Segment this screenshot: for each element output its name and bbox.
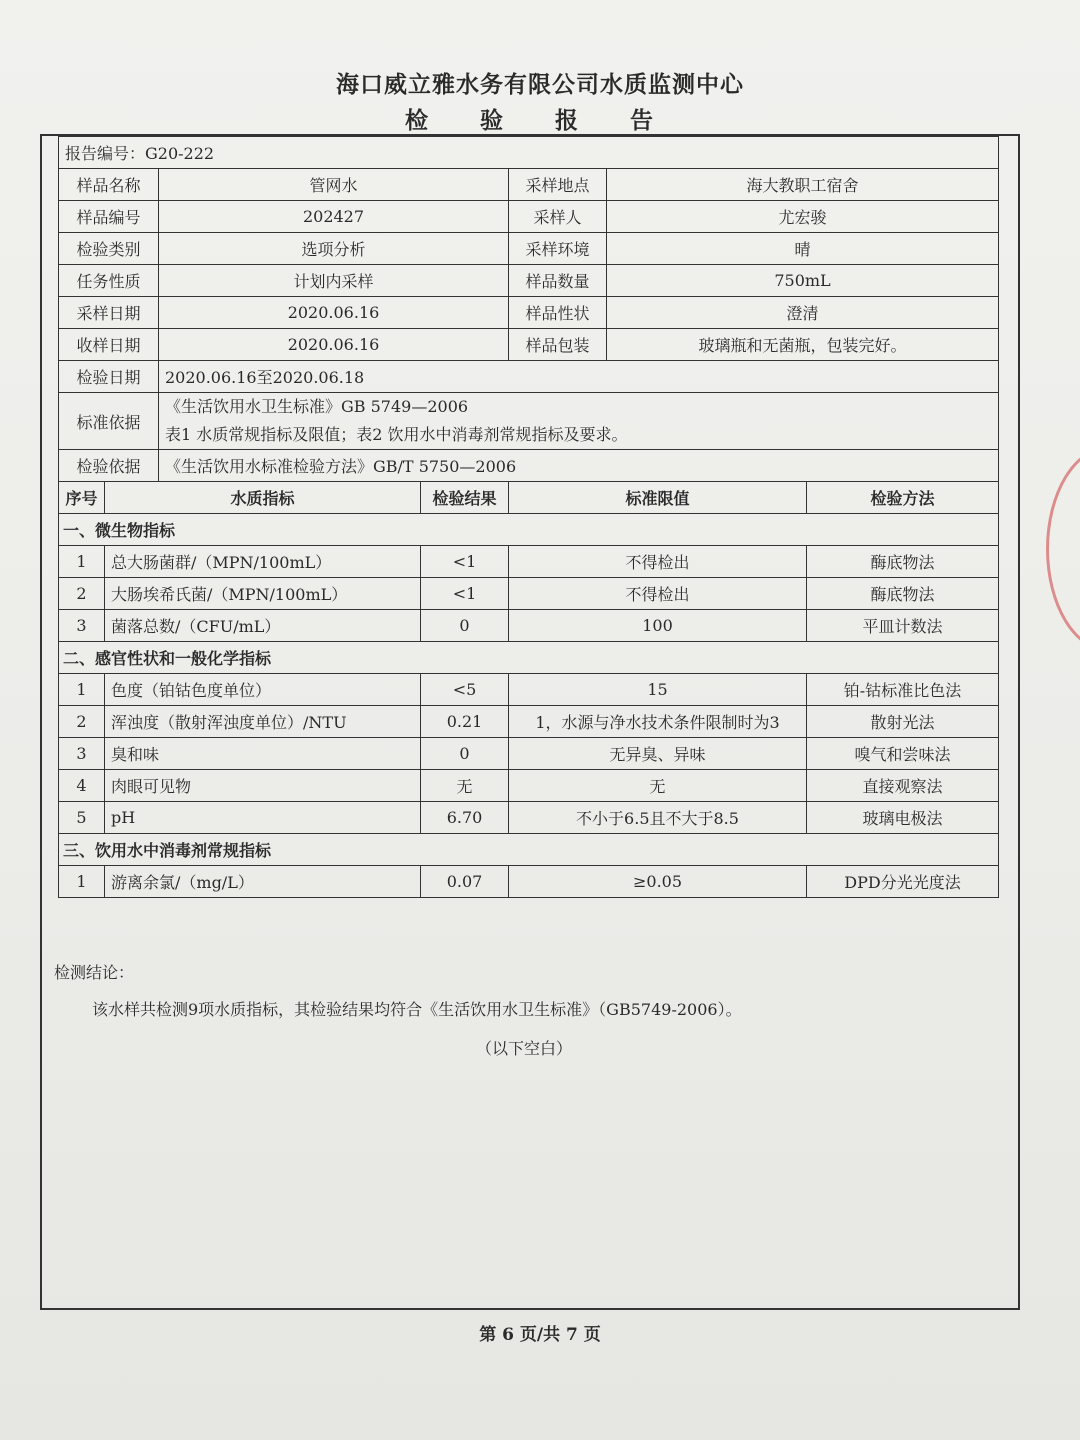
table-row xyxy=(59,738,999,770)
row-no: 3 xyxy=(59,738,105,770)
section-row xyxy=(59,514,999,546)
table-row xyxy=(59,706,999,738)
info-value: 玻璃瓶和无菌瓶，包装完好。 xyxy=(607,329,999,361)
test-date-value: 2020.06.16至2020.06.18 xyxy=(159,361,999,393)
column-header-no: 序号 xyxy=(59,482,105,514)
section-title: 二、感官性状和一般化学指标 xyxy=(59,642,999,674)
test-date-label: 检验日期 xyxy=(59,361,159,393)
row-no: 1 xyxy=(59,674,105,706)
info-value: 澄清 xyxy=(607,297,999,329)
info-label: 收样日期 xyxy=(59,329,159,361)
row-result: 0.21 xyxy=(421,706,509,738)
info-value: 尤宏骏 xyxy=(607,201,999,233)
section-row xyxy=(59,642,999,674)
row-limit: 100 xyxy=(509,610,807,642)
row-limit: 无异臭、异味 xyxy=(509,738,807,770)
row-indicator: 浑浊度（散射浑浊度单位）/NTU xyxy=(105,706,421,738)
row-limit: 15 xyxy=(509,674,807,706)
info-value: 202427 xyxy=(159,201,509,233)
report-number-row xyxy=(59,137,999,169)
row-indicator: pH xyxy=(105,802,421,834)
row-no: 2 xyxy=(59,706,105,738)
test-date-row xyxy=(59,361,999,393)
column-header-row xyxy=(59,482,999,514)
table-row xyxy=(59,674,999,706)
row-no: 3 xyxy=(59,610,105,642)
row-no: 4 xyxy=(59,770,105,802)
row-limit: 不得检出 xyxy=(509,578,807,610)
info-label: 采样地点 xyxy=(509,169,607,201)
row-no: 1 xyxy=(59,546,105,578)
report-number: 报告编号：G20-222 xyxy=(59,137,999,169)
standard-line-2: 表1 水质常规指标及限值；表2 饮用水中消毒剂常规指标及要求。 xyxy=(165,425,628,444)
info-value: 2020.06.16 xyxy=(159,329,509,361)
row-result: 0 xyxy=(421,738,509,770)
row-method: 酶底物法 xyxy=(807,578,999,610)
row-indicator: 总大肠菌群/（MPN/100mL） xyxy=(105,546,421,578)
section-title: 三、饮用水中消毒剂常规指标 xyxy=(59,834,999,866)
info-value: 选项分析 xyxy=(159,233,509,265)
standard-label: 标准依据 xyxy=(59,393,159,450)
row-no: 2 xyxy=(59,578,105,610)
conclusion-text: 该水样共检测9项水质指标，其检验结果均符合《生活饮用水卫生标准》（GB5749-2006）。 xyxy=(92,1000,742,1019)
section-row xyxy=(59,834,999,866)
section-title: 一、微生物指标 xyxy=(59,514,999,546)
table-row xyxy=(59,866,999,898)
row-result: <1 xyxy=(421,578,509,610)
column-header-method: 检验方法 xyxy=(807,482,999,514)
info-row xyxy=(59,265,999,297)
row-method: 嗅气和尝味法 xyxy=(807,738,999,770)
row-method: 酶底物法 xyxy=(807,546,999,578)
info-row xyxy=(59,233,999,265)
row-method: 玻璃电极法 xyxy=(807,802,999,834)
info-label: 任务性质 xyxy=(59,265,159,297)
column-header-limit: 标准限值 xyxy=(509,482,807,514)
row-indicator: 臭和味 xyxy=(105,738,421,770)
info-label: 样品包装 xyxy=(509,329,607,361)
row-limit: ≥0.05 xyxy=(509,866,807,898)
row-indicator: 大肠埃希氏菌/（MPN/100mL） xyxy=(105,578,421,610)
column-header-indicator: 水质指标 xyxy=(105,482,421,514)
row-no: 1 xyxy=(59,866,105,898)
row-limit: 1，水源与净水技术条件限制时为3 xyxy=(509,706,807,738)
blank-below-note: （以下空白） xyxy=(475,1039,572,1058)
info-label: 采样环境 xyxy=(509,233,607,265)
info-label: 样品数量 xyxy=(509,265,607,297)
info-value: 管网水 xyxy=(159,169,509,201)
conclusion-label: 检测结论： xyxy=(54,963,135,982)
row-no: 5 xyxy=(59,802,105,834)
table-row xyxy=(59,578,999,610)
conclusion-block xyxy=(54,960,994,1059)
page-number: 第 6 页/共 7 页 xyxy=(479,1325,601,1345)
info-label: 样品性状 xyxy=(509,297,607,329)
info-value: 计划内采样 xyxy=(159,265,509,297)
row-indicator: 菌落总数/（CFU/mL） xyxy=(105,610,421,642)
report-title: 检 验 报 告 xyxy=(404,107,676,134)
info-label: 检验类别 xyxy=(59,233,159,265)
row-result: 0 xyxy=(421,610,509,642)
row-result: <1 xyxy=(421,546,509,578)
table-row xyxy=(59,546,999,578)
row-indicator: 游离余氯/（mg/L） xyxy=(105,866,421,898)
row-method: DPD分光光度法 xyxy=(807,866,999,898)
row-method: 散射光法 xyxy=(807,706,999,738)
table-row xyxy=(59,770,999,802)
method-basis-label: 检验依据 xyxy=(59,450,159,482)
info-row xyxy=(59,169,999,201)
info-label: 样品编号 xyxy=(59,201,159,233)
row-result: 0.07 xyxy=(421,866,509,898)
row-method: 平皿计数法 xyxy=(807,610,999,642)
row-limit: 不小于6.5且不大于8.5 xyxy=(509,802,807,834)
organization-title: 海口威立雅水务有限公司水质监测中心 xyxy=(336,71,744,98)
info-label: 采样日期 xyxy=(59,297,159,329)
info-row xyxy=(59,329,999,361)
info-value: 晴 xyxy=(607,233,999,265)
row-method: 直接观察法 xyxy=(807,770,999,802)
table-row xyxy=(59,802,999,834)
table-row xyxy=(59,610,999,642)
method-basis-value: 《生活饮用水标准检验方法》GB/T 5750—2006 xyxy=(159,450,999,482)
info-value: 2020.06.16 xyxy=(159,297,509,329)
info-value: 750mL xyxy=(607,265,999,297)
row-result: <5 xyxy=(421,674,509,706)
row-limit: 不得检出 xyxy=(509,546,807,578)
report-table xyxy=(58,136,999,898)
column-header-result: 检验结果 xyxy=(421,482,509,514)
info-label: 采样人 xyxy=(509,201,607,233)
info-row xyxy=(59,201,999,233)
row-result: 无 xyxy=(421,770,509,802)
row-result: 6.70 xyxy=(421,802,509,834)
info-row xyxy=(59,297,999,329)
row-limit: 无 xyxy=(509,770,807,802)
info-label: 样品名称 xyxy=(59,169,159,201)
row-indicator: 色度（铂钴色度单位） xyxy=(105,674,421,706)
standard-row xyxy=(59,393,999,450)
row-method: 铂-钴标准比色法 xyxy=(807,674,999,706)
standard-line-1: 《生活饮用水卫生标准》GB 5749—2006 xyxy=(165,397,469,416)
method-basis-row xyxy=(59,450,999,482)
row-indicator: 肉眼可见物 xyxy=(105,770,421,802)
info-value: 海大教职工宿舍 xyxy=(607,169,999,201)
standard-value xyxy=(159,393,999,450)
